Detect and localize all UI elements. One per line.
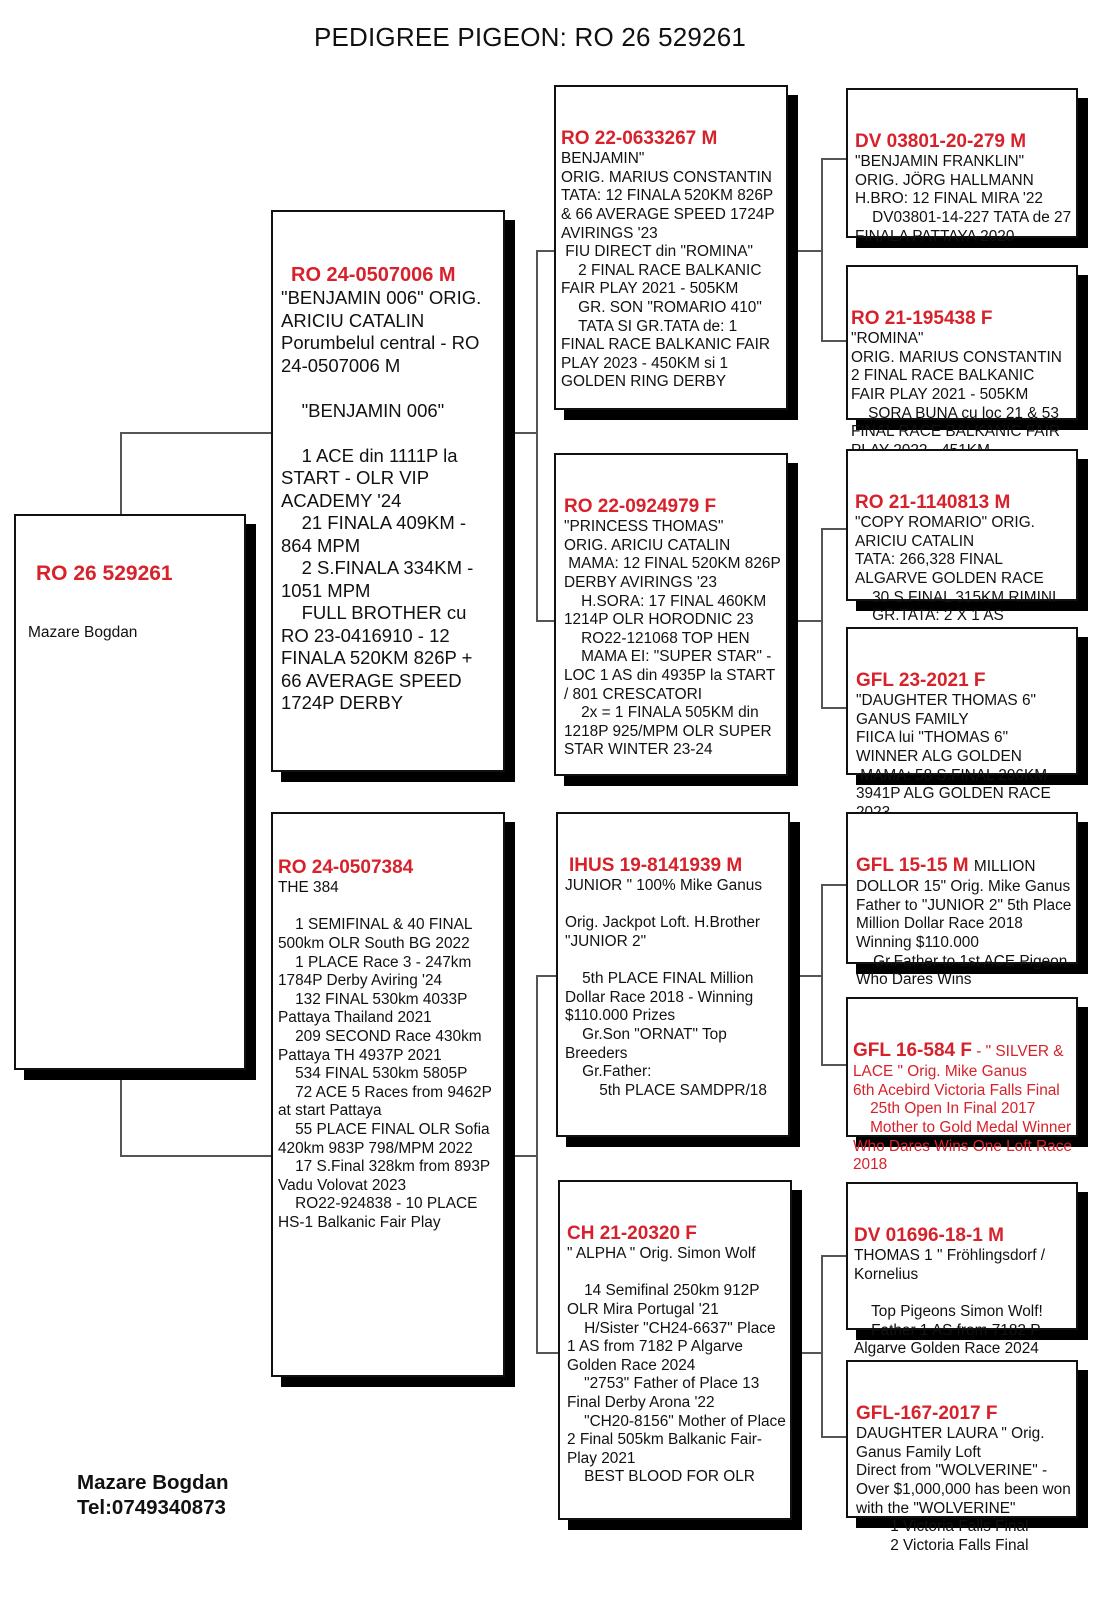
connector	[799, 975, 821, 977]
ddd-card	[846, 1360, 1078, 1554]
dam-sire-ring-number: IHUS 19-8141939 M	[569, 855, 743, 877]
sss-description: "BENJAMIN FRANKLIN" ORIG. JÖRG HALLMANN H.BRO: 12 FINAL MIRA '22 DV03801-14-227 TATA de 27 FINALA PATTAYA 2020	[855, 153, 1072, 245]
connector	[821, 707, 846, 709]
sire-dam-description: "PRINCESS THOMAS" ORIG. ARICIU CATALIN MAMA: 12 FINAL 520KM 826P DERBY AVIRINGS '23 H.SORA: 17 FINAL 460KM 1214P OLR HORODNIC 23 RO22-121068 TOP HEN MAMA EI: "SUPER STAR" - LOC 1 AS din 4935P la START / 801 CRESCATORI 2x = 1 FINALA 505KM din 1218P 925/MPM OLR SUPER STAR WINTER 23-24	[564, 518, 781, 759]
dam-sire-description: JUNIOR " 100% Mike Ganus Orig. Jackpot Loft. H.Brother "JUNIOR 2" 5th PLACE FINAL Million Dollar Race 2018 - Winning $110.000 Prizes Gr.Son "ORNAT" Top Breeders Gr.Father: 5th PLACE SAMDPR/18	[565, 877, 767, 1099]
subject-owner: Mazare Bogdan	[28, 624, 138, 642]
ssd-description: "ROMINA" ORIG. MARIUS CONSTANTIN 2 FINAL RACE BALKANIC FAIR PLAY 2021 - 505KM SORA BUNA cu loc 21 & 53 FINAL RACE BALKANIC FAIR	[851, 330, 1062, 441]
connector	[514, 1155, 536, 1157]
sdd-ring-number: GFL 23-2021 F	[856, 670, 986, 692]
connector	[120, 1070, 122, 1156]
dsd-card	[846, 997, 1078, 1174]
connector	[821, 1255, 846, 1257]
sire-sire-ring-number: RO 22-0633267 M	[561, 128, 718, 150]
connector	[821, 340, 846, 342]
ddd-description: DAUGHTER LAURA " Orig. Ganus Family Loft Direct from "WOLVERINE" - Over $1,000,000 has been won with the "WOLVERINE" 1 Victoria Falls Final 2 Victoria Falls Final	[856, 1425, 1071, 1554]
dam-dam-ring-number: CH 21-20320 F	[567, 1223, 697, 1245]
dds-card	[846, 1182, 1078, 1358]
sds-description: "COPY ROMARIO" ORIG. ARICIU CATALIN TATA: 266,328 FINAL ALGARVE GOLDEN RACE 30 S.FINAL 315KM RIMINI GR.TATA: 2 X 1 AS	[855, 514, 1057, 625]
ssd-ring-number: RO 21-195438 F	[851, 308, 993, 330]
subject-pigeon-card	[14, 514, 246, 1070]
connector	[821, 158, 846, 160]
breeder-contact	[77, 1470, 229, 1520]
connector	[536, 250, 538, 620]
connector	[821, 528, 846, 530]
connector	[821, 528, 823, 708]
dam-sire-card	[556, 812, 790, 1137]
sire-card	[271, 210, 505, 772]
sire-sire-card	[554, 85, 788, 410]
page-title: PEDIGREE PIGEON: RO 26 529261	[313, 22, 747, 52]
connector	[120, 1155, 272, 1157]
sds-card	[846, 449, 1078, 625]
connector	[797, 250, 821, 252]
dam-dam-card	[558, 1180, 792, 1520]
connector	[821, 884, 846, 886]
dss-ring-suffix: MILLION	[973, 858, 1036, 876]
breeder-phone: Tel:0749340873	[77, 1496, 226, 1519]
dss-card	[846, 812, 1078, 989]
connector	[536, 1352, 558, 1354]
connector	[821, 1436, 846, 1438]
connector	[120, 432, 122, 514]
connector	[536, 620, 556, 622]
ddd-ring-number: GFL-167-2017 F	[856, 1403, 998, 1425]
subject-ring-number: RO 26 529261	[36, 562, 173, 586]
dss-ring-number: GFL 15-15 M MILLION	[856, 855, 1036, 877]
dds-ring-number: DV 01696-18-1 M	[854, 1225, 1004, 1247]
connector	[821, 158, 823, 340]
dds-description: THOMAS 1 " Fröhlingsdorf / Kornelius Top Pigeons Simon Wolf! Father 1 AS from 7182 P Algarve Golden Race 2024	[854, 1247, 1046, 1358]
connector	[536, 975, 558, 977]
dam-ring-number: RO 24-0507384	[278, 857, 414, 879]
breeder-name: Mazare Bogdan	[77, 1471, 229, 1494]
connector	[536, 975, 538, 1353]
sire-dam-card	[554, 453, 788, 776]
connector	[120, 432, 272, 434]
sss-ring-number: DV 03801-20-279 M	[855, 131, 1027, 153]
connector	[536, 250, 556, 252]
sss-card	[846, 88, 1078, 245]
dsd-ring-number: GFL 16-584 F - " SILVER &	[853, 1040, 1064, 1062]
sdd-description: "DAUGHTER THOMAS 6" GANUS FAMILY FIICA lui "THOMAS 6" WINNER ALG GOLDEN MAMA: 58 S.FINAL 296KM 3941P ALG GOLDEN RACE	[856, 692, 1051, 803]
dsd-ring-suffix: - " SILVER &	[971, 1043, 1064, 1061]
dam-dam-description: " ALPHA " Orig. Simon Wolf 14 Semifinal 250km 912P OLR Mira Portugal '21 H/Sister "CH24-6637" Place 1 AS from 7182 P Algarve Golden Race 2024 "2753" Father of Place 13 Final Derby Arona '22 "CH20-8156" Mother of Place 2 Final 505km Balkanic Fair-Play 2021 BEST BLOOD FOR OLR	[567, 1245, 786, 1486]
connector	[821, 1255, 823, 1437]
dam-card	[271, 812, 505, 1377]
dsd-description: LACE " Orig. Mike Ganus 6th Acebird Victoria Falls Final 25th Open In Final 2017 Mother to Gold Medal Winner Who Dares Wins One Loft Race 2018	[853, 1063, 1072, 1174]
sdd-card	[846, 627, 1078, 803]
sire-ring-number: RO 24-0507006 M	[291, 264, 456, 286]
sds-ring-number: RO 21-1140813 M	[855, 492, 1011, 514]
sire-sire-description: BENJAMIN" ORIG. MARIUS CONSTANTIN TATA: 12 FINALA 520KM 826P & 66 AVERAGE SPEED 1724P AVIRINGS '23 FIU DIRECT din "ROMINA" 2 FINAL RACE BALKANIC FAIR PLAY 2021 - 505KM GR. SON "ROMARIO 410" TATA SI GR.TATA de: 1 FINAL RACE BALKANIC FAIR PLAY 2023 - 450KM si 1 GOLDEN RING DERBY	[561, 150, 775, 391]
connector	[799, 1352, 821, 1354]
dam-description: THE 384 1 SEMIFINAL & 40 FINAL 500km OLR South BG 2022 1 PLACE Race 3 - 247km 1784P Derby Aviring '24 132 FINAL 530km 4033P Pattaya Thailand 2021 209 SECOND Race 430km Pattaya TH 4937P 2021 534 FINAL 530km 5805P 72 ACE 5 Races from 9462P at start Pattaya 55 PLACE FINAL OLR Sofia 420km 983P 798/MPM 2022 17 S.Final 328km from 893P Vadu Volovat 2023 RO22-924838 - 10 PLACE HS-1 Balkanic Fair Play	[278, 879, 492, 1231]
sire-dam-ring-number: RO 22-0924979 F	[564, 496, 717, 518]
dss-description: DOLLOR 15" Orig. Mike Ganus Father to "JUNIOR 2" 5th Place Million Dollar Race 2018 Winning $110.000 Gr.Father to 1st ACE Pigeon Who Dares Wins	[856, 878, 1072, 989]
connector	[821, 884, 823, 1064]
ssd-card	[846, 265, 1078, 441]
connector	[821, 1064, 846, 1066]
sire-description: "BENJAMIN 006" ORIG. ARICIU CATALIN Porumbelul central - RO 24-0507006 M "BENJAMIN 006" 1 ACE din 1111P la START - OLR VIP ACADEMY '24 21 FINALA 409KM - 864 MPM 2 S.FINALA 334KM - 1051 MPM FULL BROTHER cu RO 23-0416910 - 12 FINALA 520KM 826P + 66 AVERAGE SPEED 1724P DERBY	[281, 287, 482, 713]
connector	[514, 432, 536, 434]
connector	[797, 620, 821, 622]
